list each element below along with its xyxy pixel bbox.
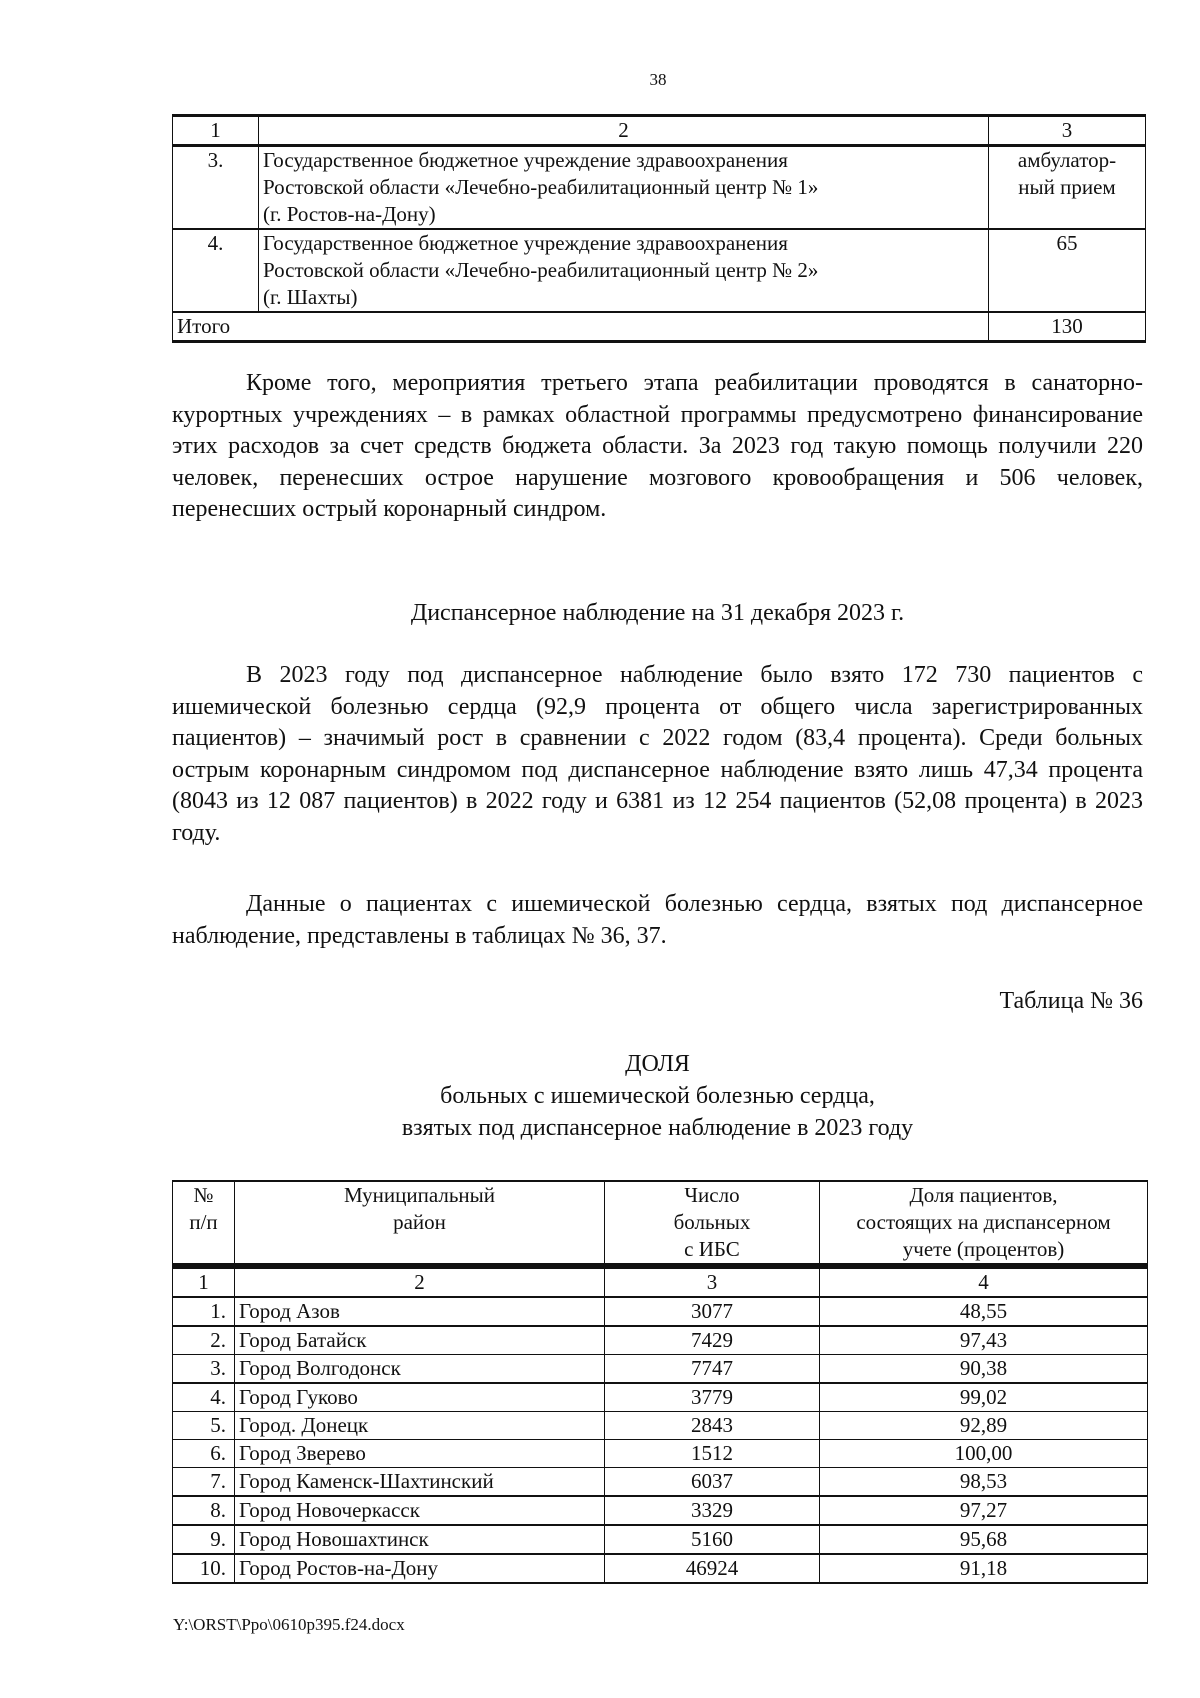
table-row: [173, 1440, 1148, 1468]
header-line: с ИБС: [684, 1237, 740, 1261]
row-number: 9.: [173, 1525, 235, 1554]
page-number: 38: [649, 70, 667, 89]
table-column-numbers-row: [173, 1266, 1148, 1297]
facility-name-line: Государственное бюджетное учреждение здравоохранения: [263, 148, 788, 172]
row-number: 5.: [173, 1412, 235, 1440]
header-line: больных: [673, 1210, 751, 1234]
patients-count: 6037: [605, 1468, 820, 1497]
row-number: 7.: [173, 1468, 235, 1497]
district-name: Город Каменск-Шахтинский: [235, 1468, 605, 1497]
section-heading: Диспансерное наблюдение на 31 декабря 2023 г.: [410, 600, 905, 626]
table-title-line: взятых под диспансерное наблюдение в 2023 году: [401, 1115, 914, 1141]
row-number: 10.: [173, 1554, 235, 1583]
header-line: состоящих на диспансерном: [856, 1210, 1111, 1234]
share-percent: 97,27: [820, 1496, 1148, 1525]
header-share: [820, 1181, 1148, 1266]
row-number: 6.: [173, 1440, 235, 1468]
col-num-4: 4: [820, 1266, 1148, 1297]
table-label: Таблица № 36: [999, 988, 1143, 1014]
table-row: [173, 1297, 1148, 1326]
paragraph-text: В 2023 году под диспансерное наблюдение было взято 172 730 пациентов с ишемической болезнью сердца (92,9 процента от общего числа зарегистрированных пациентов) – значимый рост в сравнении с 2022 годом (83,4 процента). Среди больных острым коронарным синдромом под диспансерное наблюдение взято лишь 47,34 процента (8043 из 12 087 пациентов) в 2022 году и 6381 из 12 254 пациентов (52,08 процента) в 2023 году.: [172, 662, 1143, 846]
ihd-dispensary-table: [172, 1180, 1148, 1584]
header-line: учете (процентов): [902, 1237, 1065, 1261]
total-label: Итого: [173, 312, 989, 342]
district-name: Город. Донецк: [235, 1412, 605, 1440]
header-line: Доля пациентов,: [909, 1183, 1058, 1207]
table-row: [173, 1525, 1148, 1554]
paragraph-tables-reference: [172, 889, 1143, 952]
paragraph-text: Данные о пациентах с ишемической болезнью сердца, взятых под диспансерное наблюдение, представлены в таблицах № 36, 37.: [172, 891, 1143, 949]
total-row: [173, 312, 1146, 342]
share-percent: 48,55: [820, 1297, 1148, 1326]
share-percent: 99,02: [820, 1383, 1148, 1412]
paragraph-dispensary-stats: [172, 660, 1143, 849]
patients-count: 7747: [605, 1355, 820, 1384]
table-column-numbers-row: [173, 116, 1146, 146]
continued-facilities-table: [172, 114, 1146, 343]
header-district: [235, 1181, 605, 1266]
table-row: [173, 1326, 1148, 1355]
row-number: 8.: [173, 1496, 235, 1525]
col-num-2: 2: [259, 116, 989, 146]
facility-name: [259, 229, 989, 312]
row-number: 2.: [173, 1326, 235, 1355]
table-title: [172, 1048, 1143, 1144]
share-percent: 95,68: [820, 1525, 1148, 1554]
facility-name-line: (г. Шахты): [263, 285, 358, 309]
table-row: [173, 1355, 1148, 1384]
col-num-1: 1: [173, 116, 259, 146]
row-number: 1.: [173, 1297, 235, 1326]
row-number: 3.: [173, 146, 259, 230]
table-row: [173, 146, 1146, 230]
header-line: Муниципальный: [344, 1183, 495, 1207]
district-name: Город Зверево: [235, 1440, 605, 1468]
header-line: №: [193, 1183, 214, 1207]
row-number: 4.: [173, 229, 259, 312]
share-percent: 91,18: [820, 1554, 1148, 1583]
header-line: п/п: [189, 1210, 218, 1234]
paragraph-sanatorium: [172, 368, 1143, 526]
facility-name-line: Ростовской области «Лечебно-реабилитационный центр № 1»: [263, 175, 819, 199]
facility-value-line: 65: [1056, 231, 1078, 255]
facility-name-line: Государственное бюджетное учреждение здравоохранения: [263, 231, 788, 255]
district-name: Город Азов: [235, 1297, 605, 1326]
col-num-1: 1: [173, 1266, 235, 1297]
table-title-line: больных с ишемической болезнью сердца,: [440, 1083, 875, 1109]
share-percent: 90,38: [820, 1355, 1148, 1384]
table-row: [173, 1412, 1148, 1440]
header-line: Число: [684, 1183, 740, 1207]
paragraph-text: Кроме того, мероприятия третьего этапа реабилитации проводятся в санаторно-курортных учреждениях – в рамках областной программы предусмотрено финансирование этих расходов за счет средств бюджета области. За 2023 год такую помощь получили 220 человек, перенесших острое нарушение мозгового кровообращения и 506 человек, перенесших острый коронарный синдром.: [172, 370, 1143, 522]
share-percent: 100,00: [820, 1440, 1148, 1468]
facility-name-line: Ростовской области «Лечебно-реабилитационный центр № 2»: [263, 258, 819, 282]
share-percent: 97,43: [820, 1326, 1148, 1355]
header-patients: [605, 1181, 820, 1266]
row-number: 4.: [173, 1383, 235, 1412]
district-name: Город Новошахтинск: [235, 1525, 605, 1554]
table-header-row: [173, 1181, 1148, 1266]
col-num-3: 3: [989, 116, 1146, 146]
facility-name: [259, 146, 989, 230]
share-percent: 92,89: [820, 1412, 1148, 1440]
district-name: Город Новочеркасск: [235, 1496, 605, 1525]
patients-count: 3779: [605, 1383, 820, 1412]
facility-value: [989, 229, 1146, 312]
patients-count: 2843: [605, 1412, 820, 1440]
row-number: 3.: [173, 1355, 235, 1384]
district-name: Город Волгодонск: [235, 1355, 605, 1384]
table-row: [173, 1468, 1148, 1497]
district-name: Город Ростов-на-Дону: [235, 1554, 605, 1583]
footer-file-path: Y:\ORST\Ppo\0610p395.f24.docx: [173, 1615, 405, 1634]
patients-count: 1512: [605, 1440, 820, 1468]
patients-count: 7429: [605, 1326, 820, 1355]
header-number: [173, 1181, 235, 1266]
patients-count: 3077: [605, 1297, 820, 1326]
district-name: Город Гуково: [235, 1383, 605, 1412]
share-percent: 98,53: [820, 1468, 1148, 1497]
facility-name-line: (г. Ростов-на-Дону): [263, 202, 436, 226]
table-row: [173, 1383, 1148, 1412]
table-row: [173, 229, 1146, 312]
table-title-line: ДОЛЯ: [625, 1051, 690, 1077]
facility-value: [989, 146, 1146, 230]
patients-count: 3329: [605, 1496, 820, 1525]
facility-value-line: ный прием: [1018, 175, 1116, 199]
table-row: [173, 1554, 1148, 1583]
col-num-2: 2: [235, 1266, 605, 1297]
col-num-3: 3: [605, 1266, 820, 1297]
table-row: [173, 1496, 1148, 1525]
patients-count: 46924: [605, 1554, 820, 1583]
header-line: район: [393, 1210, 446, 1234]
district-name: Город Батайск: [235, 1326, 605, 1355]
patients-count: 5160: [605, 1525, 820, 1554]
total-value: 130: [989, 312, 1146, 342]
facility-value-line: амбулатор-: [1017, 148, 1117, 172]
